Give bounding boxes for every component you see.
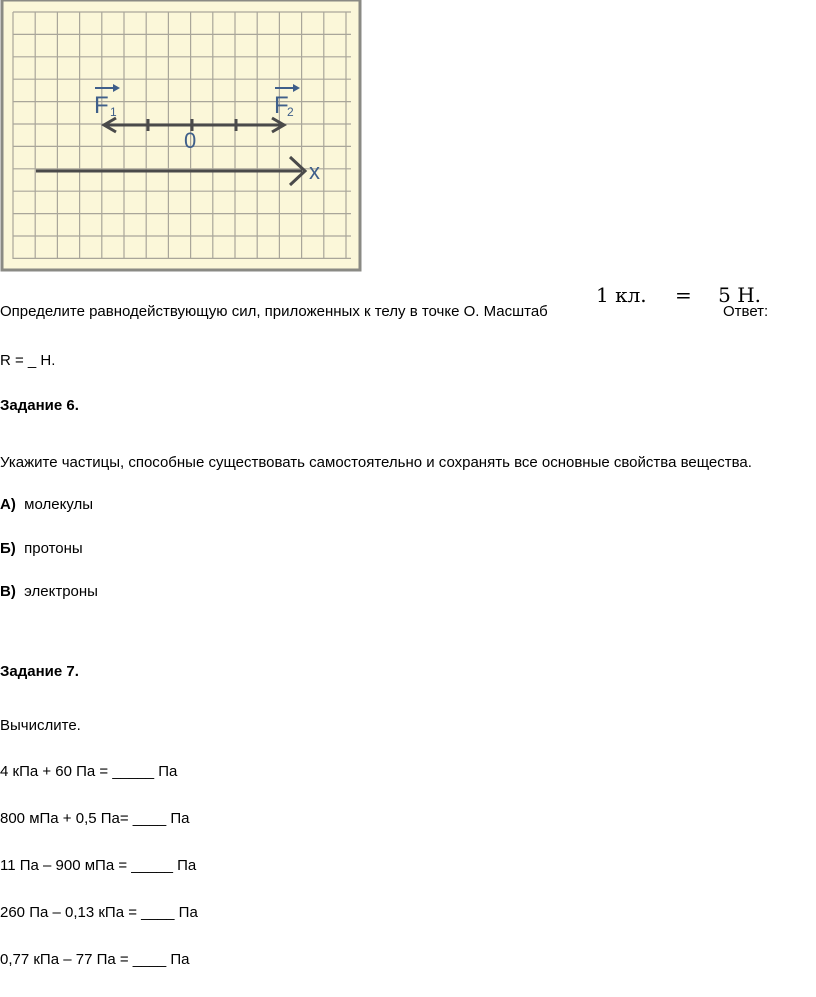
option-c-letter: В) (0, 583, 16, 600)
calc-item-3: 11 Па – 900 мПа = _____ Па (0, 857, 197, 874)
option-c (0, 583, 98, 601)
origin-label: 0 (184, 128, 197, 153)
scale-left: 1 кл. (596, 283, 647, 307)
task5-question: Определите равнодействующую сил, приложенных к телу в точке О. Масштаб (0, 303, 548, 320)
calc-item-5: 0,77 кПа – 77 Па = ____ Па (0, 951, 190, 968)
calc-item-2: 800 мПа + 0,5 Па= ____ Па (0, 810, 190, 827)
calc-item-1: 4 кПа + 60 Па = _____ Па (0, 763, 178, 780)
diagram-frame (2, 0, 360, 270)
option-a (0, 496, 93, 514)
x-axis-label: x (309, 159, 320, 184)
option-b-text: протоны (24, 540, 83, 557)
f2-label: F (274, 92, 289, 119)
answer-label: Ответ: (723, 303, 769, 320)
option-b-letter: Б) (0, 540, 16, 557)
option-a-text: молекулы (24, 496, 94, 513)
calc-item-4: 260 Па – 0,13 кПа = ____ Па (0, 904, 198, 921)
task7-title: Задание 7. (0, 663, 79, 680)
f1-label: F (94, 92, 109, 119)
task7-instruction: Вычислите. (0, 717, 81, 734)
task6-title: Задание 6. (0, 397, 79, 414)
option-a-letter: А) (0, 496, 16, 513)
scale-equals: = (675, 283, 692, 307)
force-diagram (0, 0, 362, 272)
scale-right: 5 Н. (718, 283, 762, 307)
task6-question: Укажите частицы, способные существовать самостоятельно и сохранять все основные свойства вещества. (0, 454, 752, 471)
answer-line: R = _ Н. (0, 352, 56, 369)
option-b (0, 540, 83, 558)
f2-subscript: 2 (287, 105, 294, 119)
option-c-text: электроны (24, 583, 98, 600)
f1-subscript: 1 (110, 105, 117, 119)
